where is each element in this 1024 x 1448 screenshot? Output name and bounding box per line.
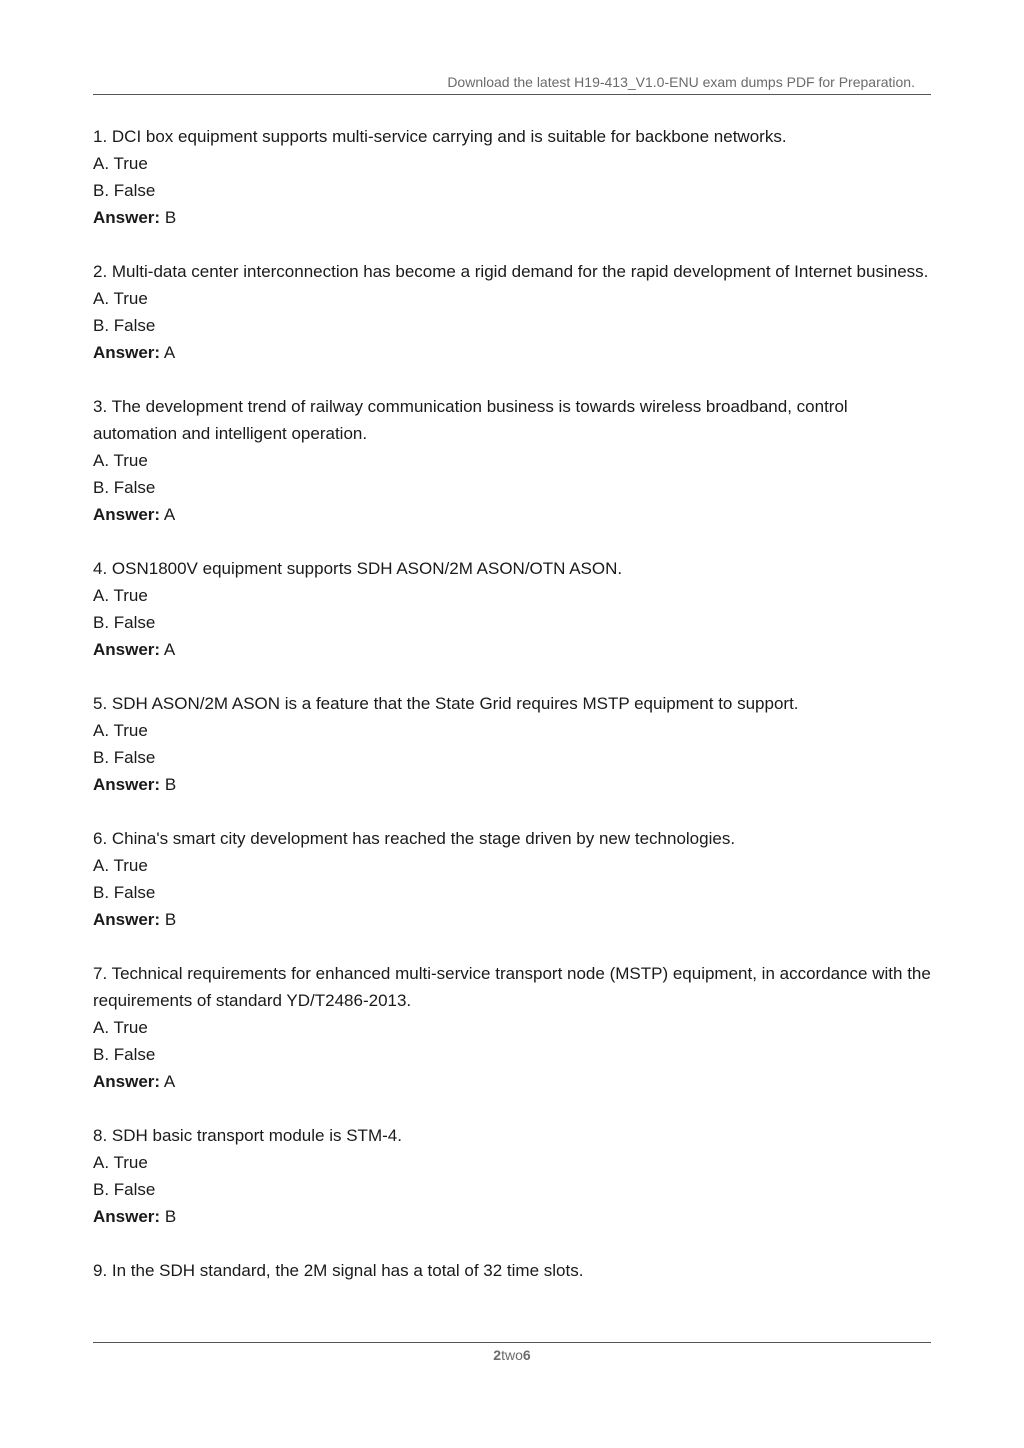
question-text: 5. SDH ASON/2M ASON is a feature that the State Grid requires MSTP equipment to support.: [93, 694, 799, 713]
answer-label: Answer:: [93, 505, 161, 524]
answer-label: Answer:: [93, 1072, 161, 1091]
page-header: [93, 72, 931, 95]
option-b: B. False: [93, 316, 156, 335]
question-5: [93, 690, 931, 798]
question-text: 3. The development trend of railway communication business is towards wireless broadband, control automation and intelligent operation.: [93, 397, 848, 443]
answer-line: [93, 204, 931, 231]
option-a: A. True: [93, 154, 148, 173]
question-9: [93, 1257, 931, 1284]
answer-line: [93, 636, 931, 663]
option-a: A. True: [93, 451, 148, 470]
answer-line: [93, 339, 931, 366]
question-6: [93, 825, 931, 933]
question-text: 6. China's smart city development has reached the stage driven by new technologies.: [93, 829, 736, 848]
question-text: 8. SDH basic transport module is STM-4.: [93, 1126, 402, 1145]
answer-value: A: [163, 1072, 176, 1091]
option-a: A. True: [93, 856, 148, 875]
option-b: B. False: [93, 1045, 156, 1064]
option-b: B. False: [93, 883, 156, 902]
answer-label: Answer:: [93, 208, 161, 227]
page-number: [93, 1347, 931, 1363]
question-text: 4. OSN1800V equipment supports SDH ASON/2M ASON/OTN ASON.: [93, 559, 623, 578]
answer-line: [93, 771, 931, 798]
option-a: A. True: [93, 1018, 148, 1037]
page-separator: two: [501, 1347, 523, 1363]
question-3: [93, 393, 931, 528]
question-text: 2. Multi-data center interconnection has become a rigid demand for the rapid development of Internet business.: [93, 262, 929, 281]
answer-line: [93, 1068, 931, 1095]
question-7: [93, 960, 931, 1095]
option-a: A. True: [93, 586, 148, 605]
answer-label: Answer:: [93, 1207, 161, 1226]
question-4: [93, 555, 931, 663]
current-page: 2: [493, 1347, 502, 1363]
answer-value: A: [163, 343, 176, 362]
question-text: 9. In the SDH standard, the 2M signal has a total of 32 time slots.: [93, 1261, 584, 1280]
answer-value: B: [164, 775, 177, 794]
question-list: [93, 123, 931, 1311]
answer-value: A: [163, 640, 176, 659]
option-a: A. True: [93, 1153, 148, 1172]
option-b: B. False: [93, 1180, 156, 1199]
answer-label: Answer:: [93, 910, 161, 929]
option-b: B. False: [93, 613, 156, 632]
answer-value: B: [164, 910, 177, 929]
answer-line: [93, 906, 931, 933]
answer-line: [93, 501, 931, 528]
answer-line: [93, 1203, 931, 1230]
option-b: B. False: [93, 748, 156, 767]
answer-value: A: [163, 505, 176, 524]
total-pages: 6: [522, 1347, 531, 1363]
option-b: B. False: [93, 181, 156, 200]
answer-label: Answer:: [93, 640, 161, 659]
header-text: Download the latest H19-413_V1.0-ENU exam dumps PDF for Preparation.: [447, 74, 915, 90]
answer-label: Answer:: [93, 775, 161, 794]
option-b: B. False: [93, 478, 156, 497]
question-1: [93, 123, 931, 231]
question-8: [93, 1122, 931, 1230]
answer-value: B: [164, 1207, 177, 1226]
page-footer: [93, 1342, 931, 1363]
option-a: A. True: [93, 289, 148, 308]
answer-value: B: [164, 208, 177, 227]
question-text: 1. DCI box equipment supports multi-service carrying and is suitable for backbone networks.: [93, 127, 787, 146]
option-a: A. True: [93, 721, 148, 740]
answer-label: Answer:: [93, 343, 161, 362]
question-2: [93, 258, 931, 366]
question-text: 7. Technical requirements for enhanced multi-service transport node (MSTP) equipment, in accordance with the requirements of standard YD/T2486-2013.: [93, 964, 931, 1010]
